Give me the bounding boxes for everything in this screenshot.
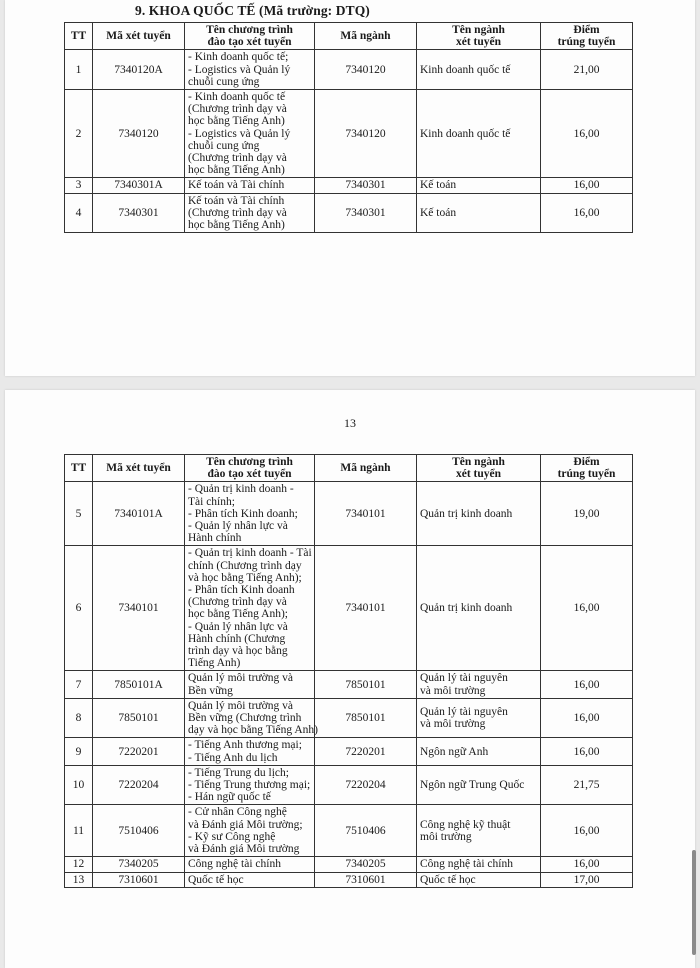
admission-table-1: [64, 22, 633, 233]
row-number: 10: [65, 765, 93, 805]
admission-code: 7340101A: [93, 482, 185, 546]
table-row: [65, 857, 633, 872]
program-name: [185, 872, 315, 887]
table-row: [65, 90, 633, 178]
major-code: 7340101: [315, 546, 417, 671]
cell-line: - Quản trị kinh doanh -: [188, 483, 294, 496]
major-name: [417, 546, 541, 671]
row-number: 5: [65, 482, 93, 546]
cutoff-score: 16,00: [541, 671, 633, 698]
major-code: 7340301: [315, 178, 417, 193]
program-name: [185, 193, 315, 233]
cell-line: Bền vững (Chương trình: [188, 712, 302, 725]
cell-line: - Quản lý nhân lực và: [188, 620, 288, 633]
cell-line: Tài chính;: [188, 495, 235, 508]
cell-line: - Quản lý nhân lực và: [188, 520, 288, 533]
admission-code: 7850101: [93, 698, 185, 738]
header-diem: [541, 23, 633, 50]
cutoff-score: 16,00: [541, 193, 633, 233]
major-name: [417, 805, 541, 857]
major-name: [417, 671, 541, 698]
major-name: [417, 178, 541, 193]
cell-line: Tên ngành: [452, 24, 505, 36]
cell-line: Quản lý môi trường và: [188, 672, 293, 685]
cutoff-score: 16,00: [541, 178, 633, 193]
cell-line: Công nghệ tài chính: [188, 858, 281, 871]
table-row: [65, 193, 633, 233]
program-name: [185, 765, 315, 805]
cell-line: và môi trường: [420, 718, 486, 731]
cell-line: (Chương trình dạy và: [188, 152, 287, 165]
cell-line: và học bằng Tiếng Anh);: [188, 571, 302, 584]
table-row: [65, 50, 633, 90]
header-row: [65, 455, 633, 482]
cell-line: Kế toán và Tài chính: [188, 194, 285, 207]
major-code: 7310601: [315, 872, 417, 887]
cell-line: trúng tuyển: [557, 468, 616, 481]
cell-line: - Kinh doanh quốc tế: [188, 91, 286, 104]
cell-line: đào tạo xét tuyển: [207, 468, 292, 481]
cell-line: - Phân tích Kinh doanh: [188, 584, 295, 597]
cell-line: xét tuyển: [455, 36, 502, 49]
header-tt: TT: [65, 455, 93, 482]
major-code: 7340101: [315, 482, 417, 546]
header-ma-nganh: Mã ngành: [315, 23, 417, 50]
cell-line: Quản lý môi trường và: [188, 699, 293, 712]
cell-line: (Chương trình dạy và: [188, 206, 287, 219]
cell-line: Công nghệ kỹ thuật: [420, 818, 511, 831]
cell-line: và Đánh giá Môi trường: [188, 843, 300, 856]
section-heading: 9. KHOA QUỐC TẾ (Mã trường: DTQ): [135, 3, 370, 18]
program-name: [185, 857, 315, 872]
cutoff-score: 16,00: [541, 805, 633, 857]
cell-line: Ngôn ngữ Trung Quốc: [420, 779, 525, 792]
cell-line: dạy và học bằng Tiếng Anh): [188, 724, 319, 737]
admission-code: 7340205: [93, 857, 185, 872]
row-number: 7: [65, 671, 93, 698]
cutoff-score: 16,00: [541, 698, 633, 738]
row-number: 13: [65, 872, 93, 887]
row-number: 11: [65, 805, 93, 857]
table-row: [65, 765, 633, 805]
program-name: [185, 698, 319, 738]
header-tt: TT: [65, 23, 93, 50]
cell-line: học bằng Tiếng Anh): [188, 115, 285, 128]
cell-line: và môi trường: [420, 684, 486, 697]
cell-line: Kế toán và Tài chính: [188, 179, 285, 192]
program-name: [185, 178, 315, 193]
cell-line: (Chương trình dạy và: [188, 596, 287, 609]
table-row: [65, 805, 633, 857]
cell-line: (Chương trình dạy và: [188, 103, 287, 116]
header-ten-chuong-trinh: [185, 455, 315, 482]
major-code: 7220201: [315, 738, 417, 765]
cell-line: trúng tuyển: [557, 36, 616, 49]
major-name: [417, 482, 541, 546]
major-name: [417, 50, 541, 90]
major-name: [417, 738, 541, 765]
cell-line: Hành chính (Chương: [188, 632, 286, 645]
document-page-2: [5, 390, 695, 968]
table-row: [65, 872, 633, 887]
cell-line: Quản lý tài nguyên: [420, 672, 508, 685]
page-number: 13: [344, 416, 356, 430]
cutoff-score: 16,00: [541, 90, 633, 178]
cell-line: chính (Chương trình dạy: [188, 559, 302, 572]
cell-line: học bằng Tiếng Anh): [188, 164, 285, 177]
program-name: [185, 738, 315, 765]
admission-code: 7510406: [93, 805, 185, 857]
program-name: [185, 546, 315, 671]
row-number: 2: [65, 90, 93, 178]
cell-line: Quản lý tài nguyên: [420, 705, 508, 718]
cell-line: - Kinh doanh quốc tế;: [188, 51, 289, 64]
header-ten-chuong-trinh: [185, 23, 315, 50]
cutoff-score: 16,00: [541, 546, 633, 671]
cell-line: Kế toán: [420, 206, 457, 219]
row-number: 9: [65, 738, 93, 765]
cell-line: Điểm: [573, 456, 600, 468]
table-row: [65, 546, 633, 671]
major-name: [417, 698, 541, 738]
row-number: 4: [65, 193, 93, 233]
cell-line: - Tiếng Trung thương mại;: [188, 779, 311, 792]
major-code: 7340120: [315, 50, 417, 90]
major-code: 7510406: [315, 805, 417, 857]
admission-code: 7340301A: [93, 178, 185, 193]
cell-line: và Đánh giá Môi trường;: [188, 818, 303, 831]
cell-line: Hành chính: [188, 532, 242, 545]
row-number: 12: [65, 857, 93, 872]
cell-line: - Tiếng Anh thương mại;: [188, 739, 302, 752]
cell-line: Quản trị kinh doanh: [420, 602, 513, 615]
cell-line: - Logistics và Quản lý: [188, 127, 291, 140]
header-ma-xet-tuyen: Mã xét tuyển: [93, 455, 185, 482]
cell-line: - Cử nhân Công nghệ: [188, 806, 287, 819]
cell-line: - Tiếng Anh du lịch: [188, 751, 278, 764]
major-name: [417, 872, 541, 887]
cell-line: - Tiếng Trung du lịch;: [188, 766, 289, 779]
admission-code: 7220201: [93, 738, 185, 765]
table-row: [65, 482, 633, 546]
cell-line: Ngôn ngữ Anh: [420, 745, 489, 758]
major-name: [417, 193, 541, 233]
table-row: [65, 178, 633, 193]
program-name: [185, 90, 315, 178]
cell-line: học bằng Tiếng Anh);: [188, 608, 288, 621]
admission-table-2: [64, 454, 633, 888]
cutoff-score: 16,00: [541, 857, 633, 872]
cell-line: Kinh doanh quốc tế: [420, 63, 511, 76]
header-ten-nganh: [417, 455, 541, 482]
row-number: 8: [65, 698, 93, 738]
cell-line: Bền vững: [188, 684, 233, 697]
row-number: 3: [65, 178, 93, 193]
scrollbar-thumb[interactable]: [692, 850, 696, 955]
cell-line: Tiếng Anh): [188, 657, 241, 670]
cell-line: Quốc tế học: [420, 873, 476, 886]
cell-line: - Logistics và Quản lý: [188, 63, 291, 76]
major-name: [417, 857, 541, 872]
major-name: [417, 90, 541, 178]
cell-line: Tên chương trình: [206, 24, 293, 36]
cell-line: Công nghệ tài chính: [420, 858, 513, 871]
cell-line: - Phân tích Kinh doanh;: [188, 507, 298, 520]
admission-code: 7220204: [93, 765, 185, 805]
cell-line: - Hán ngữ quốc tế: [188, 791, 271, 804]
cell-line: Kế toán: [420, 179, 457, 192]
program-name: [185, 50, 315, 90]
header-ma-nganh: Mã ngành: [315, 455, 417, 482]
major-code: 7340205: [315, 857, 417, 872]
cell-line: đào tạo xét tuyển: [207, 36, 292, 49]
header-row: [65, 23, 633, 50]
table-header: [65, 23, 633, 50]
cell-line: - Kỹ sư Công nghệ: [188, 830, 276, 843]
admission-code: 7340120: [93, 90, 185, 178]
cell-line: Quốc tế học: [188, 873, 244, 886]
header-ma-xet-tuyen: Mã xét tuyển: [93, 23, 185, 50]
major-code: 7220204: [315, 765, 417, 805]
cell-line: Quản trị kinh doanh: [420, 507, 513, 520]
cutoff-score: 16,00: [541, 738, 633, 765]
cell-line: Điểm: [573, 24, 600, 36]
cell-line: Tên ngành: [452, 456, 505, 468]
program-name: [185, 671, 315, 698]
table-row: [65, 698, 633, 738]
cutoff-score: 19,00: [541, 482, 633, 546]
program-name: [185, 805, 315, 857]
cell-line: chuỗi cung ứng: [188, 139, 260, 152]
cutoff-score: 17,00: [541, 872, 633, 887]
major-name: [417, 765, 541, 805]
cell-line: chuỗi cung ứng: [188, 75, 260, 88]
table-body: [65, 482, 633, 887]
cell-line: Tên chương trình: [206, 456, 293, 468]
table-row: [65, 671, 633, 698]
document-page-1: [5, 0, 695, 376]
major-code: 7340301: [315, 193, 417, 233]
row-number: 1: [65, 50, 93, 90]
cell-line: Kinh doanh quốc tế: [420, 127, 511, 140]
program-name: [185, 482, 315, 546]
admission-code: 7340120A: [93, 50, 185, 90]
cell-line: trình dạy và học bằng: [188, 645, 288, 658]
cell-line: - Quản trị kinh doanh - Tài: [188, 547, 312, 560]
cell-line: môi trường: [420, 830, 472, 843]
cell-line: học bằng Tiếng Anh): [188, 219, 285, 232]
row-number: 6: [65, 546, 93, 671]
cutoff-score: 21,75: [541, 765, 633, 805]
major-code: 7850101: [315, 671, 417, 698]
cutoff-score: 21,00: [541, 50, 633, 90]
table-row: [65, 738, 633, 765]
admission-code: 7340101: [93, 546, 185, 671]
table-body: [65, 50, 633, 233]
admission-code: 7310601: [93, 872, 185, 887]
major-code: 7850101: [315, 698, 417, 738]
table-header: [65, 455, 633, 482]
admission-code: 7340301: [93, 193, 185, 233]
major-code: 7340120: [315, 90, 417, 178]
cell-line: xét tuyển: [455, 468, 502, 481]
header-ten-nganh: [417, 23, 541, 50]
admission-code: 7850101A: [93, 671, 185, 698]
header-diem: [541, 455, 633, 482]
